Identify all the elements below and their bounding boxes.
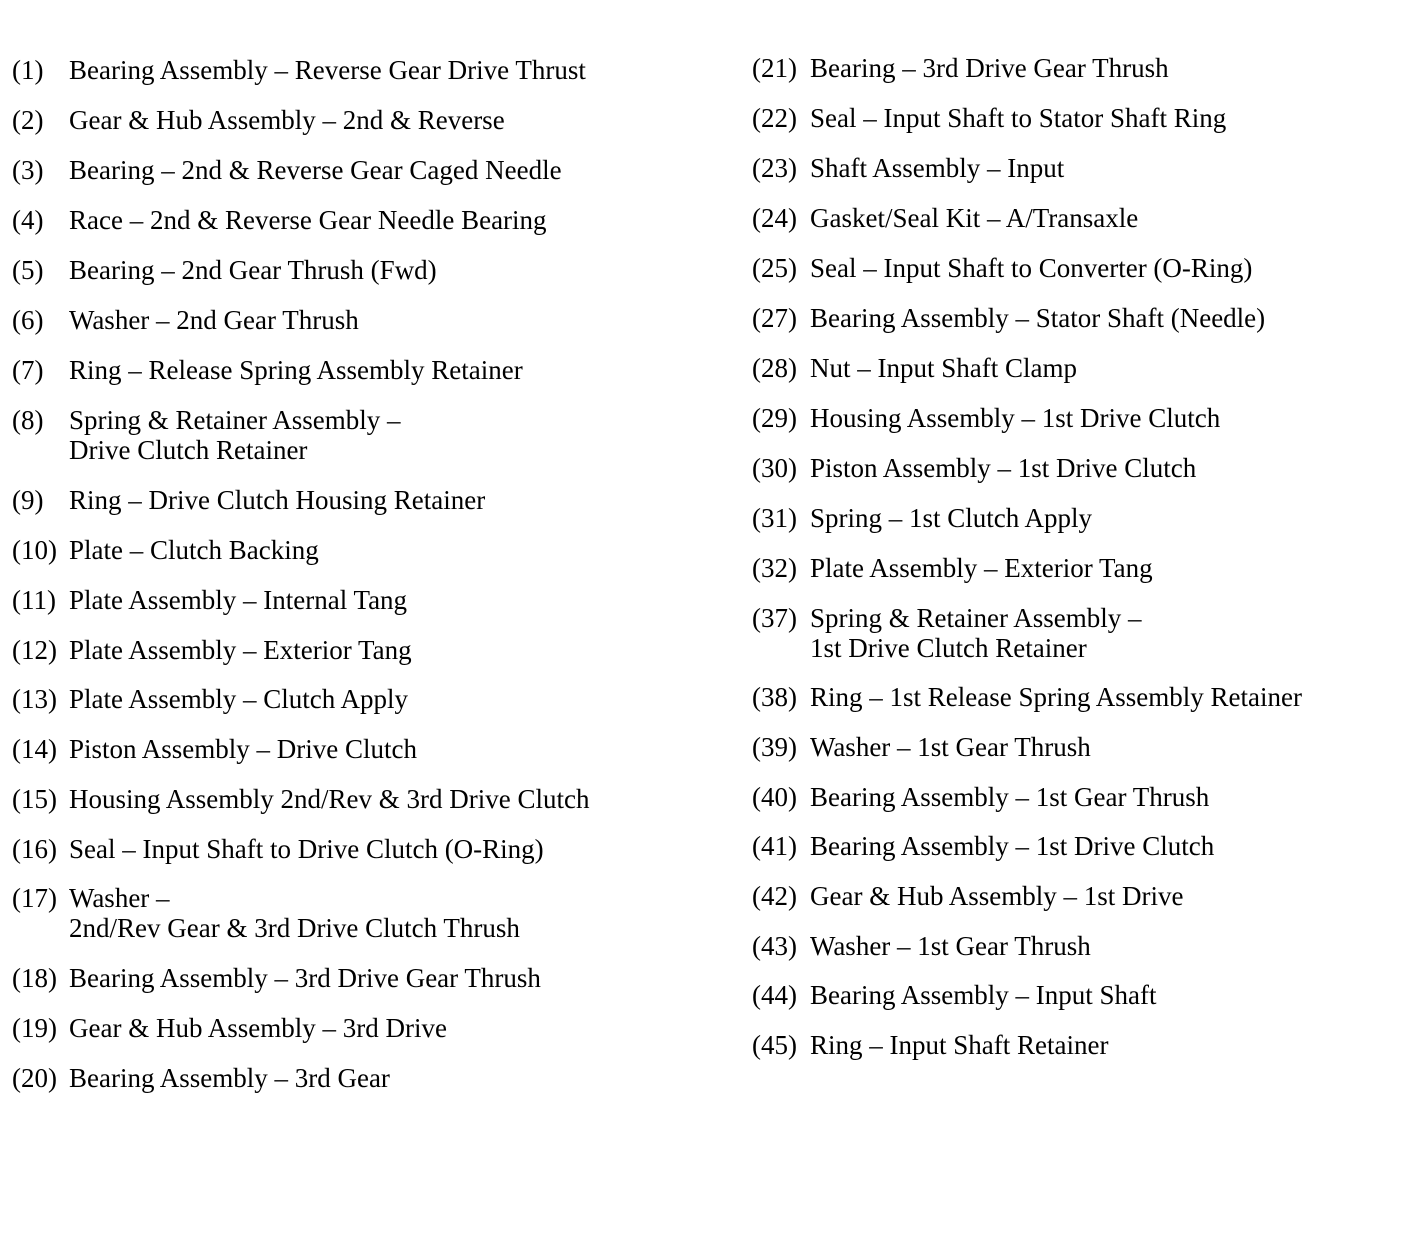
item-description-line: Race – 2nd & Reverse Gear Needle Bearing — [69, 205, 547, 235]
item-description — [810, 980, 1156, 1010]
parts-list-item — [752, 103, 1226, 133]
item-description — [69, 784, 589, 814]
item-number: (22) — [752, 103, 797, 133]
item-number: (24) — [752, 203, 797, 233]
item-description-line: Housing Assembly – 1st Drive Clutch — [810, 403, 1221, 433]
item-description — [810, 403, 1220, 433]
parts-list-item — [12, 883, 520, 943]
parts-list-item — [12, 55, 586, 85]
item-number: (1) — [12, 55, 44, 85]
parts-list-item — [12, 734, 417, 764]
parts-list-item — [752, 503, 1092, 533]
item-description — [69, 684, 408, 714]
item-number: (17) — [12, 883, 57, 913]
parts-list-item — [752, 603, 1141, 663]
item-description-line: Piston Assembly – Drive Clutch — [69, 734, 418, 764]
item-description-line: Washer – 2nd Gear Thrush — [69, 305, 359, 335]
item-description-line: Seal – Input Shaft to Drive Clutch (O-Ring) — [69, 834, 544, 864]
item-number: (4) — [12, 205, 44, 235]
parts-list-item — [752, 980, 1156, 1010]
item-number: (30) — [752, 453, 797, 483]
item-description-line: Plate – Clutch Backing — [69, 535, 319, 565]
item-description — [810, 503, 1092, 533]
item-number: (42) — [752, 881, 797, 911]
item-number: (5) — [12, 255, 44, 285]
parts-list-item — [752, 353, 1077, 383]
item-number: (13) — [12, 684, 57, 714]
parts-list-item — [752, 203, 1138, 233]
item-number: (8) — [12, 405, 44, 435]
item-description — [69, 963, 541, 993]
item-description-line: Seal – Input Shaft to Converter (O-Ring) — [810, 253, 1253, 283]
item-description — [69, 585, 407, 615]
parts-list-item — [752, 553, 1153, 583]
parts-list-item — [752, 253, 1252, 283]
item-number: (14) — [12, 734, 57, 764]
parts-list-item — [752, 931, 1091, 961]
item-description-line: Bearing Assembly – Input Shaft — [810, 980, 1157, 1010]
item-number: (16) — [12, 834, 57, 864]
item-number: (12) — [12, 635, 57, 665]
parts-list-item — [752, 53, 1169, 83]
item-number: (37) — [752, 603, 797, 633]
item-description — [810, 931, 1091, 961]
item-description — [810, 553, 1153, 583]
item-description — [69, 105, 505, 135]
parts-list-item — [12, 355, 523, 385]
parts-list-item — [12, 485, 485, 515]
parts-list-item — [12, 963, 541, 993]
item-description — [69, 205, 547, 235]
item-description-line: Gear & Hub Assembly – 3rd Drive — [69, 1013, 447, 1043]
item-description-line: Washer – — [69, 883, 170, 913]
item-number: (11) — [12, 585, 56, 615]
item-description — [810, 831, 1214, 861]
item-number: (10) — [12, 535, 57, 565]
item-number: (27) — [752, 303, 797, 333]
parts-list-item — [12, 585, 407, 615]
item-description-line: Washer – 1st Gear Thrush — [810, 931, 1091, 961]
item-number: (21) — [752, 53, 797, 83]
item-number: (2) — [12, 105, 44, 135]
item-description — [69, 355, 523, 385]
item-description — [69, 485, 485, 515]
parts-list-item — [12, 255, 437, 285]
item-description — [69, 834, 544, 864]
item-description-line: Bearing Assembly – 1st Gear Thrush — [810, 782, 1210, 812]
item-description-line: Bearing – 2nd Gear Thrush (Fwd) — [69, 255, 437, 285]
item-description — [69, 1013, 447, 1043]
parts-list-item — [12, 405, 400, 465]
item-description-line: Plate Assembly – Internal Tang — [69, 585, 408, 615]
item-number: (18) — [12, 963, 57, 993]
item-number: (23) — [752, 153, 797, 183]
item-number: (3) — [12, 155, 44, 185]
item-description-line: Gear & Hub Assembly – 1st Drive — [810, 881, 1184, 911]
item-description — [69, 883, 520, 943]
item-description-line: Spring – 1st Clutch Apply — [810, 503, 1093, 533]
item-description — [810, 1030, 1108, 1060]
item-number: (9) — [12, 485, 44, 515]
parts-list-item — [12, 205, 547, 235]
item-number: (19) — [12, 1013, 57, 1043]
item-description-line: Bearing – 3rd Drive Gear Thrush — [810, 53, 1169, 83]
item-description — [810, 53, 1169, 83]
parts-list-item — [12, 684, 408, 714]
item-number: (31) — [752, 503, 797, 533]
item-number: (15) — [12, 784, 57, 814]
item-description-line: Gear & Hub Assembly – 2nd & Reverse — [69, 105, 505, 135]
item-description-line: Spring & Retainer Assembly – — [69, 405, 401, 435]
item-description — [810, 303, 1265, 333]
parts-list-item — [752, 1030, 1108, 1060]
item-description-line: Bearing Assembly – 1st Drive Clutch — [810, 831, 1215, 861]
item-description-line: Drive Clutch Retainer — [69, 435, 308, 465]
item-description — [810, 103, 1226, 133]
item-description-line: Ring – Input Shaft Retainer — [810, 1030, 1109, 1060]
parts-list-item — [12, 1013, 447, 1043]
item-description-line: Gasket/Seal Kit – A/Transaxle — [810, 203, 1139, 233]
item-number: (39) — [752, 732, 797, 762]
item-description-line: Plate Assembly – Clutch Apply — [69, 684, 409, 714]
item-description-line: Spring & Retainer Assembly – — [810, 603, 1142, 633]
item-description — [69, 635, 412, 665]
item-number: (20) — [12, 1063, 57, 1093]
item-description-line: 1st Drive Clutch Retainer — [810, 633, 1087, 663]
item-number: (28) — [752, 353, 797, 383]
item-description-line: Ring – Drive Clutch Housing Retainer — [69, 485, 486, 515]
parts-list-item — [752, 682, 1302, 712]
item-description-line: Bearing Assembly – 3rd Drive Gear Thrush — [69, 963, 541, 993]
parts-list-item — [12, 1063, 390, 1093]
item-description — [810, 732, 1091, 762]
parts-list-item — [752, 732, 1091, 762]
item-description — [810, 203, 1138, 233]
item-description — [69, 535, 319, 565]
item-description-line: Bearing Assembly – Stator Shaft (Needle) — [810, 303, 1266, 333]
parts-list-item — [12, 635, 412, 665]
item-description-line: Housing Assembly 2nd/Rev & 3rd Drive Clutch — [69, 784, 590, 814]
item-description — [810, 881, 1183, 911]
item-description-line: Nut – Input Shaft Clamp — [810, 353, 1077, 383]
item-description-line: Washer – 1st Gear Thrush — [810, 732, 1091, 762]
item-description — [69, 1063, 390, 1093]
item-description — [810, 153, 1064, 183]
parts-list-item — [12, 305, 359, 335]
item-description — [69, 55, 586, 85]
parts-list-item — [12, 155, 562, 185]
item-description-line: Bearing Assembly – Reverse Gear Drive Thrust — [69, 55, 586, 85]
item-description — [810, 353, 1077, 383]
item-number: (40) — [752, 782, 797, 812]
item-number: (41) — [752, 831, 797, 861]
item-description-line: Ring – 1st Release Spring Assembly Retainer — [810, 682, 1302, 712]
item-number: (29) — [752, 403, 797, 433]
parts-list-item — [752, 831, 1214, 861]
item-number: (45) — [752, 1030, 797, 1060]
parts-list-item — [12, 834, 544, 864]
item-description-line: Piston Assembly – 1st Drive Clutch — [810, 453, 1197, 483]
item-description — [810, 782, 1209, 812]
item-description — [69, 255, 437, 285]
item-number: (44) — [752, 980, 797, 1010]
item-number: (6) — [12, 305, 44, 335]
item-description — [810, 682, 1302, 712]
item-description-line: Plate Assembly – Exterior Tang — [69, 635, 412, 665]
item-description-line: Shaft Assembly – Input — [810, 153, 1065, 183]
item-number: (38) — [752, 682, 797, 712]
item-description-line: Bearing – 2nd & Reverse Gear Caged Needle — [69, 155, 562, 185]
item-description — [69, 405, 400, 465]
item-description-line: Seal – Input Shaft to Stator Shaft Ring — [810, 103, 1227, 133]
parts-list-item — [752, 153, 1064, 183]
item-description — [810, 253, 1252, 283]
parts-list-item — [752, 453, 1196, 483]
item-description — [810, 453, 1196, 483]
parts-list-item — [12, 105, 505, 135]
parts-list-item — [752, 782, 1209, 812]
item-description — [69, 734, 417, 764]
item-description-line: 2nd/Rev Gear & 3rd Drive Clutch Thrush — [69, 913, 520, 943]
item-number: (25) — [752, 253, 797, 283]
item-description-line: Plate Assembly – Exterior Tang — [810, 553, 1153, 583]
item-description — [69, 305, 359, 335]
parts-list-item — [12, 535, 319, 565]
parts-list-item — [752, 303, 1265, 333]
item-description — [810, 603, 1141, 663]
item-description — [69, 155, 562, 185]
parts-list-item — [752, 881, 1183, 911]
item-number: (7) — [12, 355, 44, 385]
item-number: (43) — [752, 931, 797, 961]
item-description-line: Bearing Assembly – 3rd Gear — [69, 1063, 390, 1093]
parts-list-item — [12, 784, 589, 814]
item-description-line: Ring – Release Spring Assembly Retainer — [69, 355, 523, 385]
parts-list-item — [752, 403, 1220, 433]
item-number: (32) — [752, 553, 797, 583]
